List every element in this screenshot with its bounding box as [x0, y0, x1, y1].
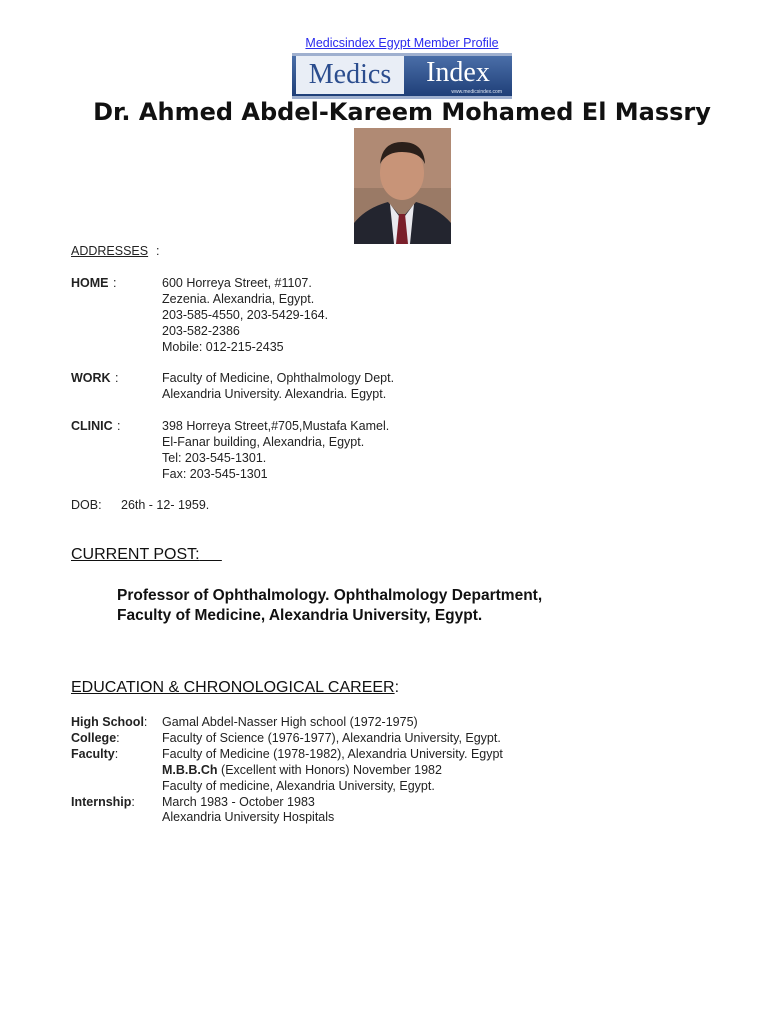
addresses-heading-colon: :: [156, 244, 160, 258]
clinic-label: CLINIC: [71, 419, 113, 433]
home-address-line: 600 Horreya Street, #1107.: [162, 276, 312, 290]
work-label: WORK: [71, 371, 111, 385]
clinic-tel-line: Tel: 203-545-1301.: [162, 451, 267, 465]
clinic-label-colon: :: [117, 419, 121, 433]
work-label-colon: :: [115, 371, 119, 385]
internship-label: Internship:: [71, 795, 135, 809]
dob-label: DOB:: [71, 498, 102, 512]
medics-index-logo: [292, 53, 512, 99]
current-post-heading: CURRENT POST:: [71, 546, 200, 563]
logo-word-medics: Medics: [296, 56, 404, 94]
doctor-name: Dr. Ahmed Abdel-Kareem Mohamed El Massry: [93, 98, 711, 126]
college-label: College:: [71, 731, 120, 745]
internship-value-2: Alexandria University Hospitals: [162, 810, 335, 824]
internship-value: March 1983 - October 1983: [162, 795, 315, 809]
faculty-value: Faculty of Medicine (1978-1982), Alexandria University. Egypt: [162, 747, 503, 761]
logo-word-index: Index: [426, 57, 490, 88]
home-address-line: Zezenia. Alexandria, Egypt.: [162, 292, 315, 306]
current-post-line: Professor of Ophthalmology. Ophthalmology Department,: [117, 587, 543, 604]
addresses-heading: ADDRESSES: [71, 244, 149, 258]
home-phone-line: 203-582-2386: [162, 324, 240, 338]
logo-url: www.medicsindex.com: [451, 89, 502, 95]
clinic-address-line: El-Fanar building, Alexandria, Egypt.: [162, 435, 365, 449]
clinic-fax-line: Fax: 203-545-1301: [162, 467, 268, 481]
doctor-photo: [354, 128, 451, 244]
dob-value: 26th - 12- 1959.: [121, 498, 210, 512]
home-phone-line: 203-585-4550, 203-5429-164.: [162, 308, 329, 322]
current-post-line: Faculty of Medicine, Alexandria University, Egypt.: [117, 607, 483, 624]
home-label: HOME: [71, 276, 109, 290]
high-school-label: High School:: [71, 715, 148, 729]
education-heading: EDUCATION & CHRONOLOGICAL CAREER:: [71, 679, 400, 696]
faculty-label: Faculty:: [71, 747, 119, 761]
member-profile-link[interactable]: Medicsindex Egypt Member Profile: [305, 36, 499, 50]
faculty-value-2: Faculty of medicine, Alexandria University, Egypt.: [162, 779, 435, 793]
mbbch-line: M.B.B.Ch (Excellent with Honors) November 1982: [162, 763, 442, 777]
work-address-line: Faculty of Medicine, Ophthalmology Dept.: [162, 371, 395, 385]
high-school-value: Gamal Abdel-Nasser High school (1972-1975): [162, 715, 418, 729]
college-value: Faculty of Science (1976-1977), Alexandria University, Egypt.: [162, 731, 501, 745]
home-mobile-line: Mobile: 012-215-2435: [162, 340, 284, 354]
home-label-colon: :: [113, 276, 117, 290]
clinic-address-line: 398 Horreya Street,#705,Mustafa Kamel.: [162, 419, 390, 433]
work-address-line: Alexandria University. Alexandria. Egypt.: [162, 387, 387, 401]
